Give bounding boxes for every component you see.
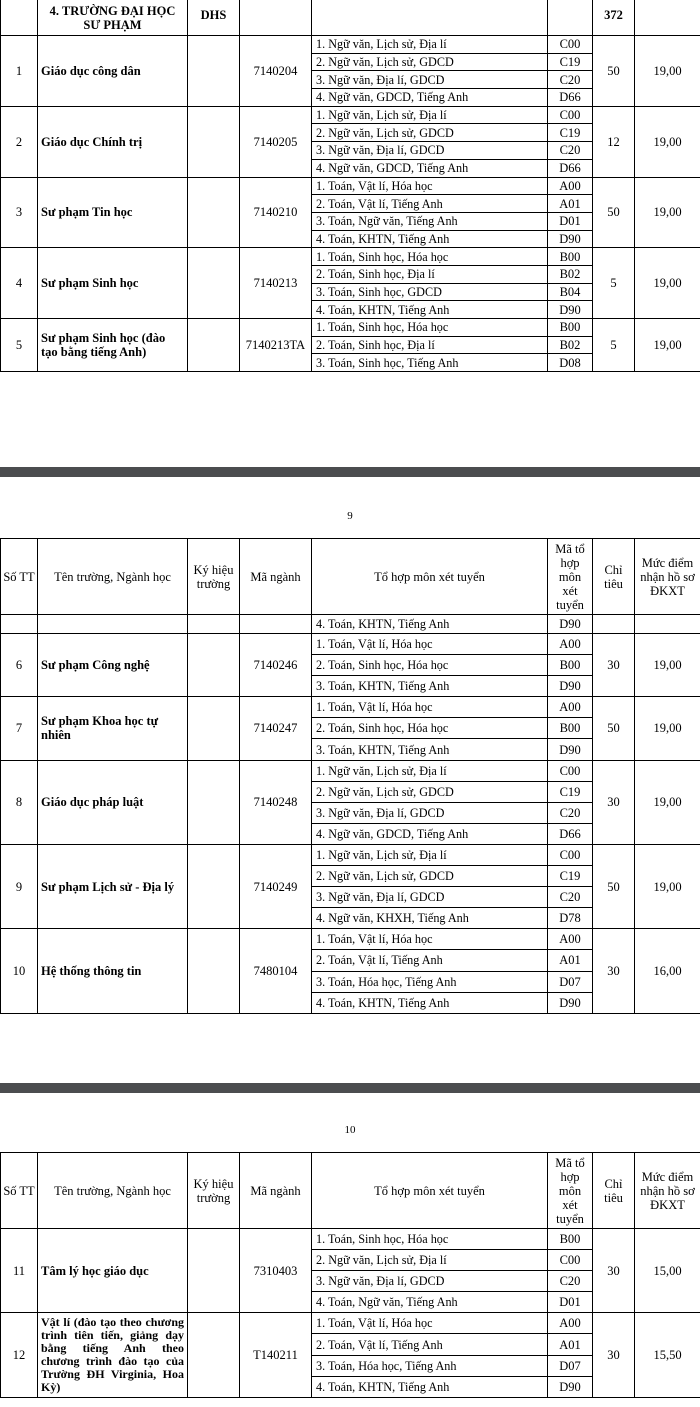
combo-code: A01 xyxy=(548,1334,593,1355)
school-code-cell xyxy=(188,1313,240,1397)
page-1 xyxy=(0,0,700,465)
combo-name: 1. Toán, Sinh học, Hóa học xyxy=(312,1229,548,1250)
combo-cell xyxy=(312,0,548,36)
major-name: Sư phạm Tin học xyxy=(38,177,188,248)
combo-code: D01 xyxy=(548,1292,593,1313)
table-row xyxy=(1,929,700,950)
combo-name: 4. Toán, KHTN, Tiếng Anh xyxy=(312,1376,548,1397)
combo-name: 4. Ngữ văn, GDCD, Tiếng Anh xyxy=(312,159,548,177)
header-combo: Tổ hợp môn xét tuyển xyxy=(312,539,548,615)
combo-name: 3. Ngữ văn, Địa lí, GDCD xyxy=(312,142,548,160)
table-row xyxy=(1,177,700,195)
combo-name: 4. Toán, KHTN, Tiếng Anh xyxy=(312,992,548,1013)
admission-table-page-3 xyxy=(0,1152,700,1398)
combo-name: 3. Toán, Hóa học, Tiếng Anh xyxy=(312,1355,548,1376)
min-score: 19,00 xyxy=(635,106,700,177)
header-combo-code: Mã tổ hợp môn xét tuyển xyxy=(548,1153,593,1229)
score-cell xyxy=(635,0,700,36)
combo-code: D01 xyxy=(548,212,593,230)
table-row xyxy=(1,1229,700,1250)
combo-name: 3. Toán, KHTN, Tiếng Anh xyxy=(312,676,548,697)
combo-code-cell xyxy=(548,0,593,36)
combo-name: 1. Ngữ văn, Lịch sử, Địa lí xyxy=(312,36,548,54)
combo-name: 4. Toán, Ngữ văn, Tiếng Anh xyxy=(312,1292,548,1313)
table-row xyxy=(1,1313,700,1334)
combo-code: A00 xyxy=(548,634,593,655)
admission-table-page-1 xyxy=(0,0,700,372)
combo-name: 2. Ngữ văn, Lịch sử, GDCD xyxy=(312,866,548,887)
table-row xyxy=(1,319,700,337)
quota: 30 xyxy=(593,929,635,1013)
header-combo-code: Mã tổ hợp môn xét tuyển xyxy=(548,539,593,615)
combo-code: A00 xyxy=(548,1313,593,1334)
quota: 50 xyxy=(593,177,635,248)
major-name: Sư phạm Lịch sử - Địa lý xyxy=(38,844,188,928)
table-header-row xyxy=(1,1153,700,1229)
min-score: 19,00 xyxy=(635,634,700,697)
combo-name: 3. Ngữ văn, Địa lí, GDCD xyxy=(312,1271,548,1292)
major-name-bold: Vật lí xyxy=(41,1315,71,1330)
combo-code: D07 xyxy=(548,971,593,992)
combo-name: 1. Toán, Vật lí, Hóa học xyxy=(312,1313,548,1334)
school-quota: 372 xyxy=(593,0,635,36)
min-score: 16,00 xyxy=(635,929,700,1013)
school-code-cell xyxy=(188,106,240,177)
combo-code: C00 xyxy=(548,844,593,865)
row-number: 6 xyxy=(1,634,38,697)
combo-name: 2. Toán, Sinh học, Địa lí xyxy=(312,265,548,283)
combo-name: 4. Ngữ văn, GDCD, Tiếng Anh xyxy=(312,823,548,844)
row-number: 10 xyxy=(1,929,38,1013)
combo-name: 2. Toán, Sinh học, Địa lí xyxy=(312,336,548,354)
min-score: 19,00 xyxy=(635,177,700,248)
combo-name: 1. Toán, Vật lí, Hóa học xyxy=(312,177,548,195)
combo-name: 1. Toán, Sinh học, Hóa học xyxy=(312,248,548,266)
quota: 5 xyxy=(593,248,635,319)
major-name: Hệ thống thông tin xyxy=(38,929,188,1013)
combo-code: C00 xyxy=(548,106,593,124)
school-code-cell xyxy=(188,844,240,928)
school-header-row xyxy=(1,0,700,36)
combo-code: C20 xyxy=(548,142,593,160)
combo-name: 4. Ngữ văn, GDCD, Tiếng Anh xyxy=(312,89,548,107)
combo-code: C00 xyxy=(548,36,593,54)
major-name: Giáo dục Chính trị xyxy=(38,106,188,177)
school-code-cell xyxy=(188,36,240,107)
page-2 xyxy=(0,477,700,1083)
combo-name: 1. Ngữ văn, Lịch sử, Địa lí xyxy=(312,844,548,865)
combo-code: C20 xyxy=(548,802,593,823)
header-score: Mức điểm nhận hồ sơ ĐKXT xyxy=(635,539,700,615)
combo-code: D90 xyxy=(548,301,593,319)
min-score: 19,00 xyxy=(635,697,700,760)
combo-name: 2. Ngữ văn, Lịch sử, GDCD xyxy=(312,781,548,802)
combo-name: 3. Toán, Sinh học, Tiếng Anh xyxy=(312,354,548,372)
major-name: Sư phạm Sinh học xyxy=(38,248,188,319)
combo-code: A00 xyxy=(548,929,593,950)
combo-name: 3. Toán, Sinh học, GDCD xyxy=(312,283,548,301)
admission-table-page-2 xyxy=(0,538,700,1014)
row-number: 7 xyxy=(1,697,38,760)
table-row xyxy=(1,697,700,718)
quota: 5 xyxy=(593,319,635,372)
combo-code: C19 xyxy=(548,866,593,887)
page-number: 10 xyxy=(344,1124,356,1136)
page-3 xyxy=(0,1093,700,1407)
header-name: Tên trường, Ngành học xyxy=(38,539,188,615)
header-name: Tên trường, Ngành học xyxy=(38,1153,188,1229)
combo-code: B00 xyxy=(548,655,593,676)
row-number: 8 xyxy=(1,760,38,844)
major-name: Sư phạm Công nghệ xyxy=(38,634,188,697)
table-header-row xyxy=(1,539,700,615)
combo-name: 4. Toán, KHTN, Tiếng Anh xyxy=(312,230,548,248)
combo-name: 1. Ngữ văn, Lịch sử, Địa lí xyxy=(312,106,548,124)
combo-code: C00 xyxy=(548,1250,593,1271)
min-score: 19,00 xyxy=(635,36,700,107)
min-score: 19,00 xyxy=(635,844,700,928)
header-stt: Số TT xyxy=(1,1153,38,1229)
combo-code: B02 xyxy=(548,265,593,283)
school-code-cell xyxy=(188,697,240,760)
table-row xyxy=(1,106,700,124)
school-code-cell xyxy=(188,929,240,1013)
combo-name: 1. Toán, Sinh học, Hóa học xyxy=(312,319,548,337)
school-code-cell xyxy=(188,1229,240,1313)
combo-code: A00 xyxy=(548,177,593,195)
combo-code: A01 xyxy=(548,950,593,971)
quota: 30 xyxy=(593,1313,635,1397)
carry-over-row xyxy=(1,615,700,634)
quota: 50 xyxy=(593,697,635,760)
major-name: Giáo dục pháp luật xyxy=(38,760,188,844)
quota: 50 xyxy=(593,36,635,107)
combo-name: 1. Toán, Vật lí, Hóa học xyxy=(312,634,548,655)
page-separator xyxy=(0,467,700,477)
combo-code: D78 xyxy=(548,908,593,929)
combo-name: 3. Ngữ văn, Địa lí, GDCD xyxy=(312,71,548,89)
school-code-cell xyxy=(188,760,240,844)
major-code: T140211 xyxy=(240,1313,312,1397)
row-number: 11 xyxy=(1,1229,38,1313)
min-score: 19,00 xyxy=(635,760,700,844)
quota: 30 xyxy=(593,760,635,844)
combo-code: B02 xyxy=(548,336,593,354)
major-code: 7140204 xyxy=(240,36,312,107)
combo-code: D90 xyxy=(548,615,593,634)
major-code: 7140213 xyxy=(240,248,312,319)
table-row xyxy=(1,760,700,781)
combo-code: D90 xyxy=(548,676,593,697)
quota: 30 xyxy=(593,1229,635,1313)
combo-name: 3. Toán, KHTN, Tiếng Anh xyxy=(312,739,548,760)
header-school-code: Ký hiệu trường xyxy=(188,539,240,615)
school-code-cell xyxy=(188,319,240,372)
major-code: 7310403 xyxy=(240,1229,312,1313)
combo-code: D66 xyxy=(548,159,593,177)
combo-code: B00 xyxy=(548,248,593,266)
combo-code: C19 xyxy=(548,781,593,802)
header-quota: Chỉ tiêu xyxy=(593,539,635,615)
combo-name: 3. Toán, Hóa học, Tiếng Anh xyxy=(312,971,548,992)
combo-code: C20 xyxy=(548,71,593,89)
combo-name: 4. Toán, KHTN, Tiếng Anh xyxy=(312,615,548,634)
major-code: 7140246 xyxy=(240,634,312,697)
combo-code: B00 xyxy=(548,319,593,337)
header-stt: Số TT xyxy=(1,539,38,615)
combo-code: D90 xyxy=(548,739,593,760)
row-number: 12 xyxy=(1,1313,38,1397)
combo-code: C00 xyxy=(548,760,593,781)
combo-code: B04 xyxy=(548,283,593,301)
combo-code: A00 xyxy=(548,697,593,718)
school-code-cell xyxy=(188,248,240,319)
major-code: 7140248 xyxy=(240,760,312,844)
combo-code: D07 xyxy=(548,1355,593,1376)
row-number: 4 xyxy=(1,248,38,319)
combo-name: 2. Ngữ văn, Lịch sử, Địa lí xyxy=(312,1250,548,1271)
row-number: 2 xyxy=(1,106,38,177)
page-number: 9 xyxy=(347,510,353,522)
min-score: 15,50 xyxy=(635,1313,700,1397)
major-code: 7140247 xyxy=(240,697,312,760)
combo-name: 3. Ngữ văn, Địa lí, GDCD xyxy=(312,887,548,908)
page-separator xyxy=(0,1083,700,1093)
school-code: DHS xyxy=(188,0,240,36)
combo-name: 2. Toán, Sinh học, Hóa học xyxy=(312,718,548,739)
min-score: 19,00 xyxy=(635,319,700,372)
row-number: 3 xyxy=(1,177,38,248)
major-name-detail: (đào tạo theo chương trình tiên tiến, giảng dạy bằng tiếng Anh theo chương trình đào tạo của Trường ĐH Virginia, Hoa Kỳ) xyxy=(41,1315,184,1395)
combo-name: 4. Toán, KHTN, Tiếng Anh xyxy=(312,301,548,319)
combo-code: D66 xyxy=(548,89,593,107)
combo-name: 2. Toán, Vật lí, Tiếng Anh xyxy=(312,950,548,971)
combo-name: 2. Toán, Vật lí, Tiếng Anh xyxy=(312,1334,548,1355)
combo-name: 1. Ngữ văn, Lịch sử, Địa lí xyxy=(312,760,548,781)
major-name xyxy=(38,1313,188,1397)
header-combo: Tổ hợp môn xét tuyển xyxy=(312,1153,548,1229)
combo-name: 3. Toán, Ngữ văn, Tiếng Anh xyxy=(312,212,548,230)
stt-cell xyxy=(1,0,38,36)
header-major-code: Mã ngành xyxy=(240,1153,312,1229)
combo-code: D90 xyxy=(548,230,593,248)
combo-code: D66 xyxy=(548,823,593,844)
row-number: 5 xyxy=(1,319,38,372)
combo-name: 1. Toán, Vật lí, Hóa học xyxy=(312,929,548,950)
major-code: 7140249 xyxy=(240,844,312,928)
combo-code: C19 xyxy=(548,124,593,142)
combo-code: D90 xyxy=(548,1376,593,1397)
school-name: 4. TRƯỜNG ĐẠI HỌC SƯ PHẠM xyxy=(38,0,188,36)
combo-code: A01 xyxy=(548,195,593,213)
header-school-code: Ký hiệu trường xyxy=(188,1153,240,1229)
major-code-cell xyxy=(240,0,312,36)
combo-code: D08 xyxy=(548,354,593,372)
combo-name: 3. Ngữ văn, Địa lí, GDCD xyxy=(312,802,548,823)
major-name: Giáo dục công dân xyxy=(38,36,188,107)
combo-code: C20 xyxy=(548,887,593,908)
combo-code: C20 xyxy=(548,1271,593,1292)
major-name: Tâm lý học giáo dục xyxy=(38,1229,188,1313)
row-number: 9 xyxy=(1,844,38,928)
table-row xyxy=(1,248,700,266)
combo-code: B00 xyxy=(548,718,593,739)
combo-name: 2. Toán, Sinh học, Hóa học xyxy=(312,655,548,676)
school-code-cell xyxy=(188,634,240,697)
min-score: 15,00 xyxy=(635,1229,700,1313)
quota: 12 xyxy=(593,106,635,177)
major-code: 7140205 xyxy=(240,106,312,177)
school-code-cell xyxy=(188,177,240,248)
combo-name: 1. Toán, Vật lí, Hóa học xyxy=(312,697,548,718)
combo-name: 2. Ngữ văn, Lịch sử, GDCD xyxy=(312,53,548,71)
row-number: 1 xyxy=(1,36,38,107)
combo-code: C19 xyxy=(548,53,593,71)
major-name: Sư phạm Sinh học (đào tạo bằng tiếng Anh) xyxy=(38,319,188,372)
quota: 30 xyxy=(593,634,635,697)
header-quota: Chỉ tiêu xyxy=(593,1153,635,1229)
major-name: Sư phạm Khoa học tự nhiên xyxy=(38,697,188,760)
combo-name: 4. Ngữ văn, KHXH, Tiếng Anh xyxy=(312,908,548,929)
header-score: Mức điểm nhận hồ sơ ĐKXT xyxy=(635,1153,700,1229)
combo-code: D90 xyxy=(548,992,593,1013)
table-row xyxy=(1,634,700,655)
quota: 50 xyxy=(593,844,635,928)
major-code: 7140210 xyxy=(240,177,312,248)
combo-name: 2. Toán, Vật lí, Tiếng Anh xyxy=(312,195,548,213)
table-row xyxy=(1,36,700,54)
table-row xyxy=(1,844,700,865)
min-score: 19,00 xyxy=(635,248,700,319)
major-code: 7140213TA xyxy=(240,319,312,372)
combo-code: B00 xyxy=(548,1229,593,1250)
major-code: 7480104 xyxy=(240,929,312,1013)
combo-name: 2. Ngữ văn, Lịch sử, GDCD xyxy=(312,124,548,142)
header-major-code: Mã ngành xyxy=(240,539,312,615)
